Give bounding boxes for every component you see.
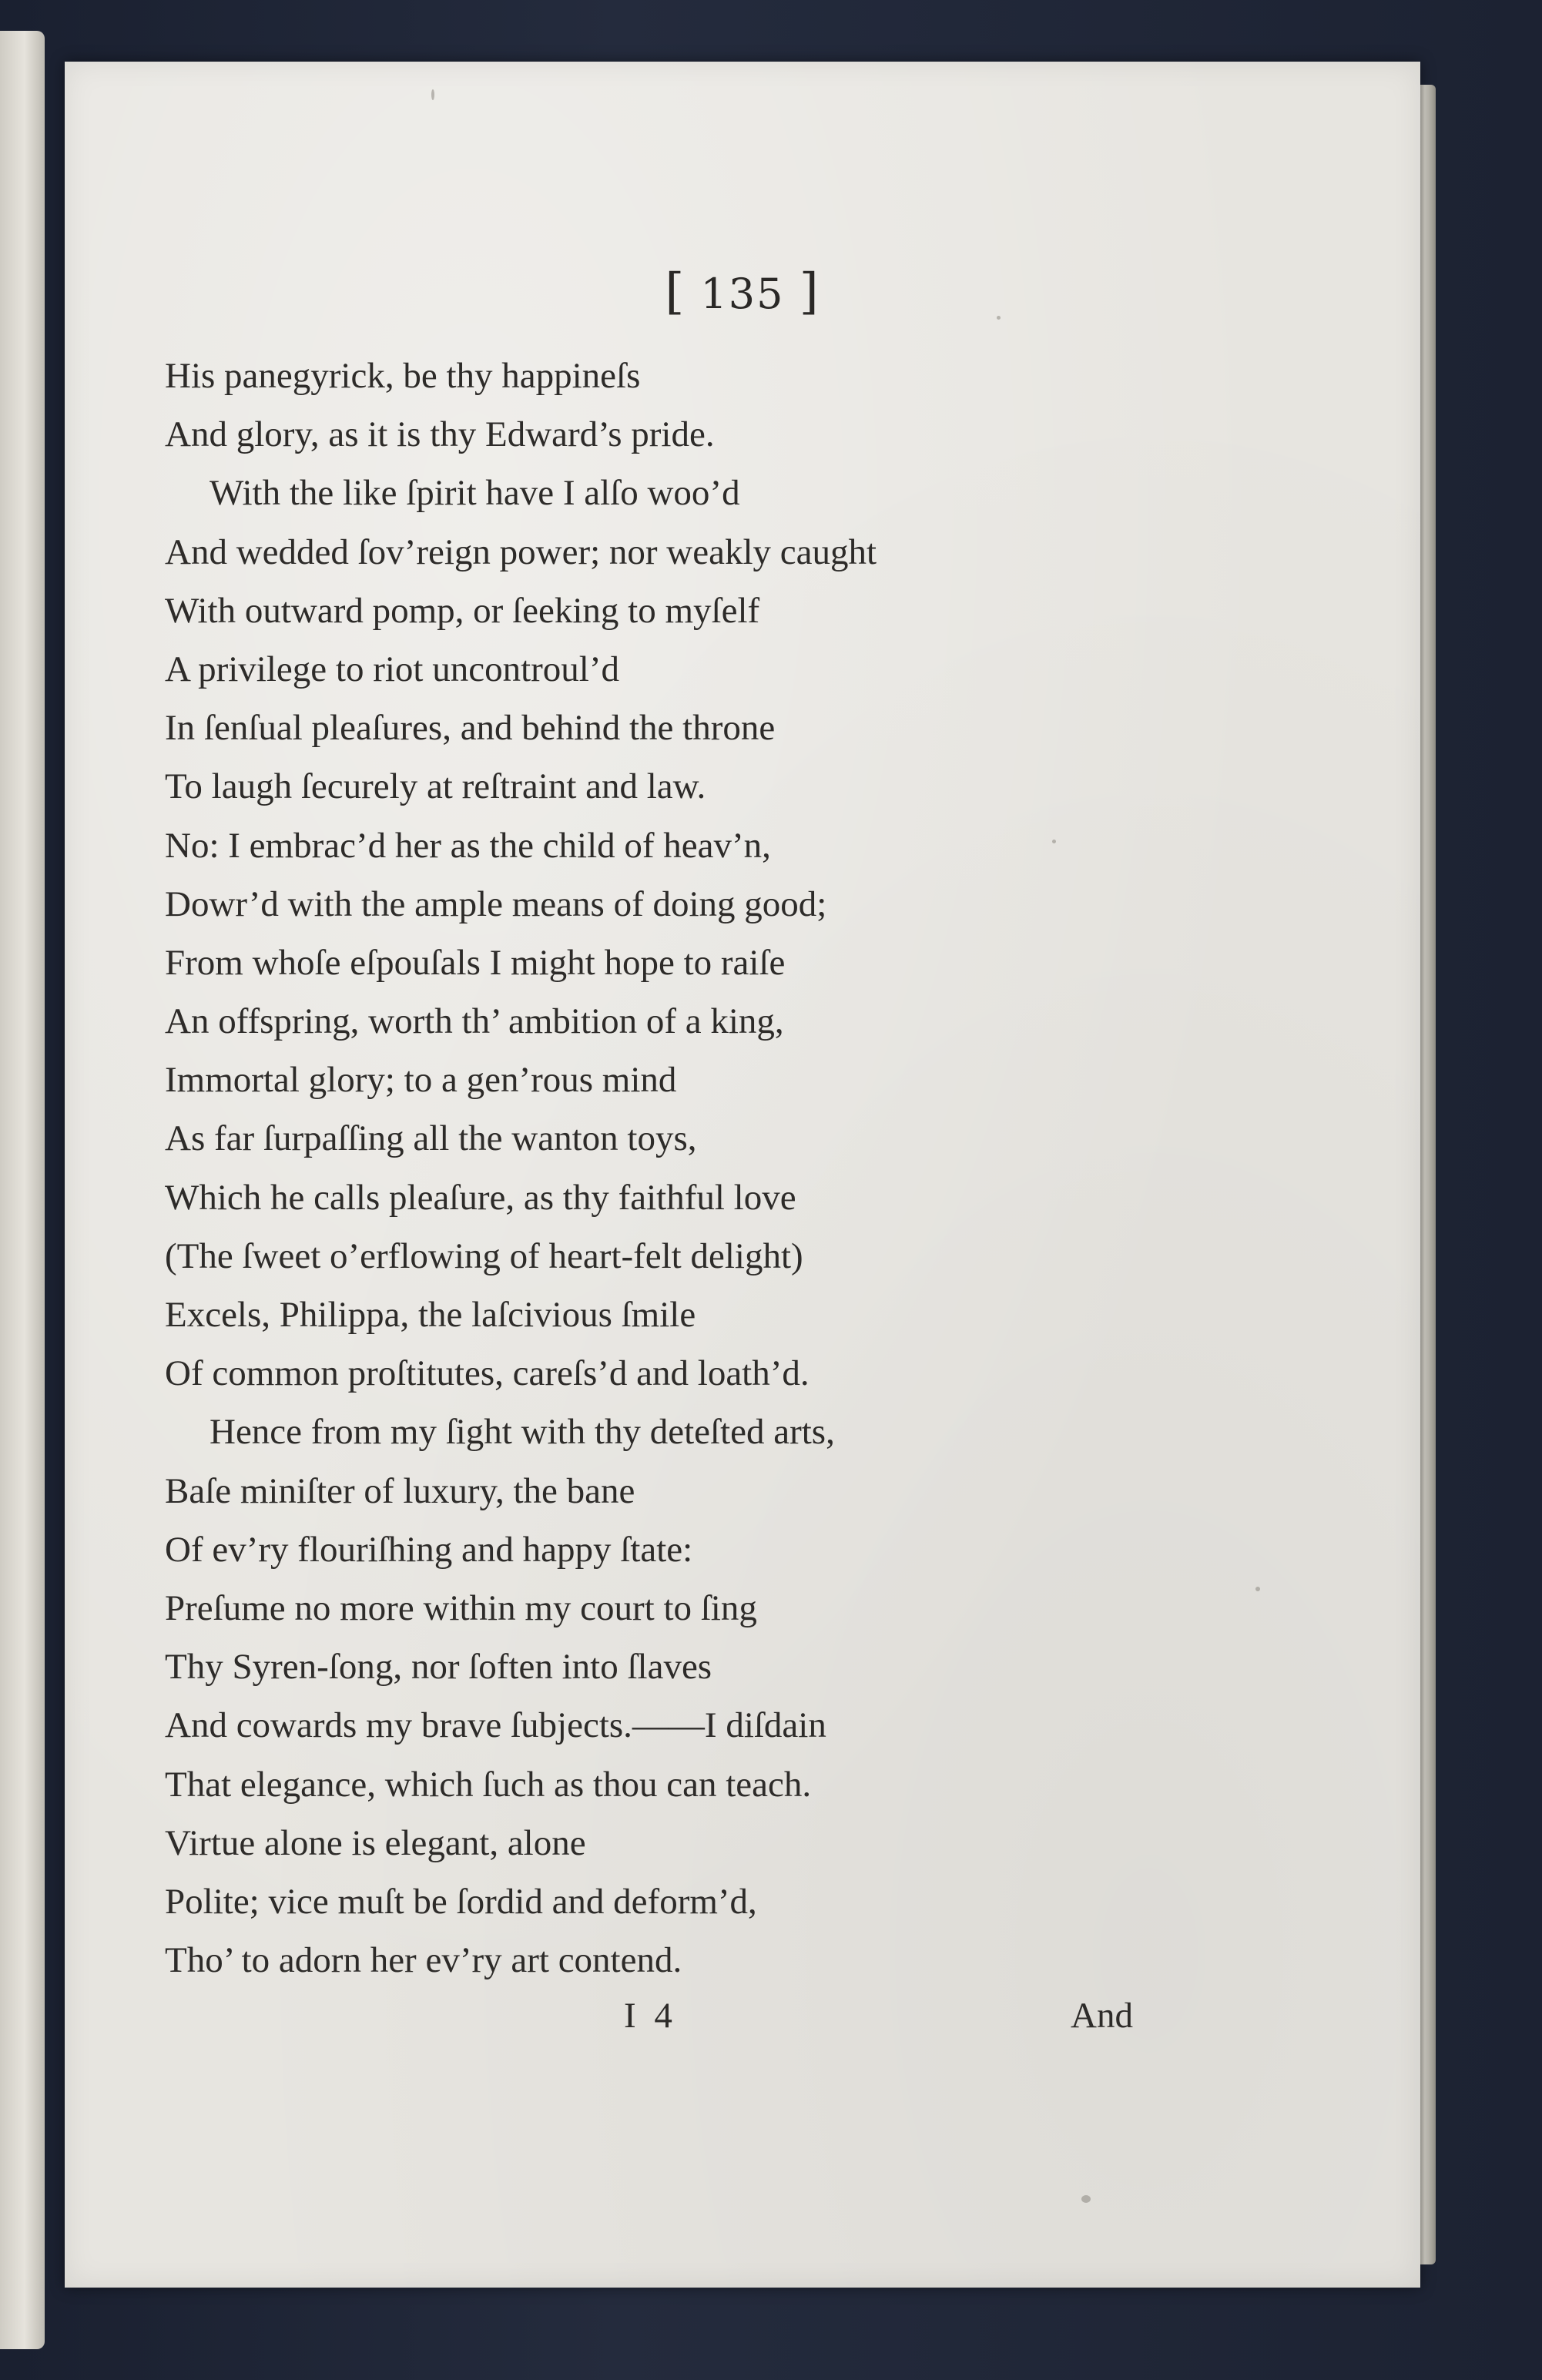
poem-line: (The ſweet o’erflowing of heart-felt delight) [165,1235,803,1276]
poem-line: Baſe miniſter of luxury, the bane [165,1470,635,1511]
poem-text [165,347,1243,1989]
poem-line: No: I embrac’d her as the child of heav’n, [165,825,771,866]
poem-line: Preſume no more within my court to ſing [165,1587,757,1628]
poem-line: Of common proſtitutes, careſs’d and loath’d. [165,1353,810,1394]
page-number: 135 [700,270,785,318]
poem-line: His panegyrick, be thy happineſs [165,356,641,396]
poem-line: With outward pomp, or ſeeking to myſelf [165,590,760,631]
poem-line: From whoſe eſpouſals I might hope to raiſe [165,942,786,983]
poem-line: And cowards my brave ſubjects.——I diſdain [165,1705,826,1746]
poem-line: A privilege to riot uncontroul’d [165,649,620,689]
poem-line: An offspring, worth th’ ambition of a king, [165,1001,784,1042]
bracket-open: [ [665,263,686,320]
paper-speck [1081,2195,1091,2203]
bracket-close: ] [799,263,820,320]
book-page [65,62,1420,2288]
catchword: And [1071,1996,1133,2036]
poem-line: In ſenſual pleaſures, and behind the throne [165,708,776,749]
poem-line: As far ſurpaſſing all the wanton toys, [165,1118,697,1159]
paper-speck [997,316,1001,320]
adjacent-page-edge [0,31,45,2349]
poem-line: Of ev’ry flouriſhing and happy ſtate: [165,1529,693,1570]
poem-line: With the like ſpirit have I alſo woo’d [210,473,740,514]
paper-speck [431,89,434,100]
poem-line: Virtue alone is elegant, alone [165,1822,586,1863]
poem-line: And glory, as it is thy Edward’s pride. [165,414,715,455]
poem-line: To laugh ſecurely at reſtraint and law. [165,766,706,807]
page-number-header [65,263,1420,320]
poem-line: And wedded ſov’reign power; nor weakly caught [165,531,877,572]
poem-line: Which he calls pleaſure, as thy faithful love [165,1177,796,1218]
poem-line: Thy Syren-ſong, nor ſoften into ſlaves [165,1647,712,1688]
signature-mark: I 4 [624,1996,677,2036]
paper-speck [1052,840,1056,843]
page-footer [65,1995,1420,2057]
paper-speck [1255,1587,1260,1591]
poem-line: That elegance, which ſuch as thou can teach. [165,1764,812,1805]
poem-line: Polite; vice muſt be ſordid and deform’d, [165,1881,757,1922]
poem-line: Immortal glory; to a gen’rous mind [165,1060,677,1101]
poem-line: Excels, Philippa, the laſcivious ſmile [165,1295,696,1335]
poem-line: Hence from my ſight with thy deteſted arts, [210,1412,835,1453]
poem-line: Tho’ to adorn her ev’ry art contend. [165,1940,682,1981]
poem-line: Dowr’d with the ample means of doing good; [165,883,827,924]
